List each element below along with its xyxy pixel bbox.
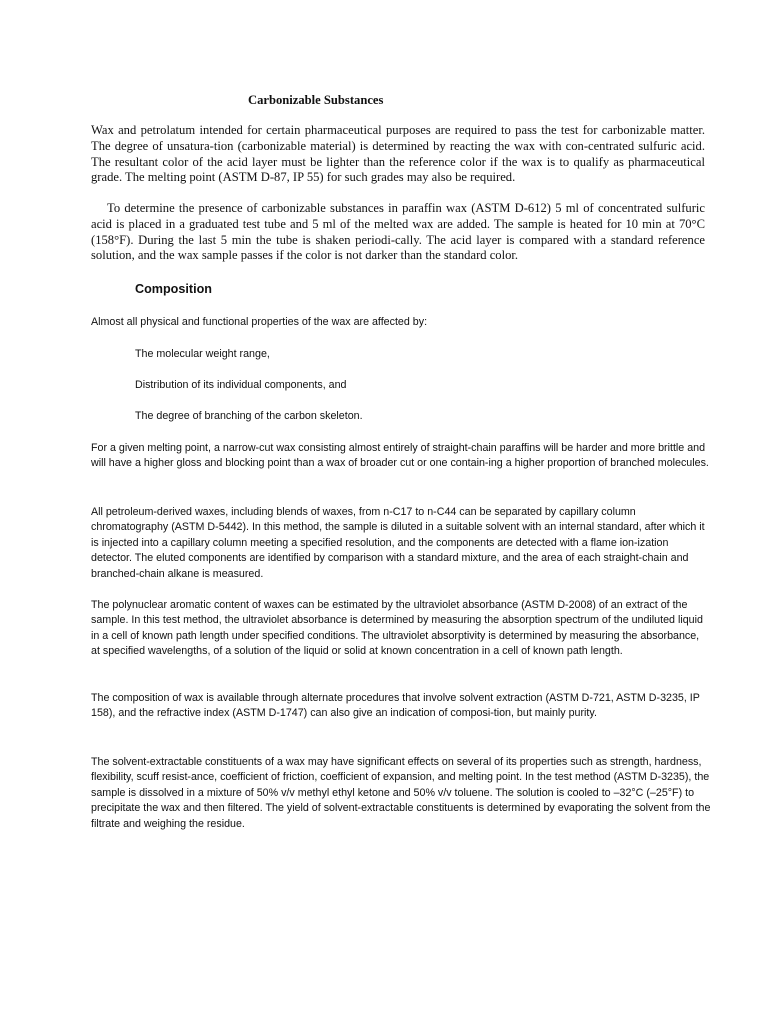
paragraph-chromatography: All petroleum-derived waxes, including blends of waxes, from n-C17 to n-C44 can be separated by capillary column chromatography (ASTM D-5442). In this method, the sample is diluted in a suitable solvent with an internal standard, after which it is injected into a capillary column meeting a specified resolution, and the components are detected with a flame ion-ization detector. The eluted components are identified by comparison with a standard mixture, and the area of each straight-chain and branched-chain alkane is measured.: [91, 506, 705, 580]
paragraph-ultraviolet: The polynuclear aromatic content of waxes can be estimated by the ultraviolet absorbance (ASTM D-2008) of an extract of the sample. In this test method, the ultraviolet absorbance is determined by measuring the absorption spectrum of the undiluted liquid in a cell of known path length under specified conditions. The ultraviolet absorptivity is determined by measuring the absorbance, at specified wavelengths, of a solution of the liquid or solid at known concentration in a cell of known path length.: [91, 599, 703, 658]
paragraph-carbonizable-intro: Wax and petrolatum intended for certain pharmaceutical purposes are required to pass the test for carbonizable matter. The degree of unsatura-tion (carbonizable material) is determined by reacting the wax with con-centrated sulfuric acid. The resultant color of the acid layer must be lighter than the reference color if the wax is to qualify as pharmaceutical grade. The melting point (ASTM D-87, IP 55) for such grades may also be required.: [91, 123, 705, 185]
composition-heading: Composition: [135, 282, 212, 296]
composition-item: Distribution of its individual components, and: [135, 379, 347, 391]
composition-lead: Almost all physical and functional properties of the wax are affected by:: [91, 316, 428, 328]
composition-item: The degree of branching of the carbon skeleton.: [135, 410, 363, 422]
paragraph-solvent-extractable: The solvent-extractable constituents of a wax may have significant effects on several of its properties such as strength, hardness, flexibility, scuff resist-ance, coefficient of friction, coefficient of expansion, and melting point. In the test method (ASTM D-3235), the sample is dissolved in a mixture of 50% v/v methyl ethyl ketone and 50% v/v toluene. The solution is cooled to –32°C (–25°F) to precipitate the wax and then filtered. The yield of solvent-extractable constituents is determined by evaporating the solvent from the filtrate and weighing the residue.: [91, 756, 711, 830]
paragraph-melting-point: For a given melting point, a narrow-cut wax consisting almost entirely of straight-chain paraffins will be harder and more brittle and will have a higher gloss and blocking point than a wax of broader cut or one contain-ing a higher proportion of branched molecules.: [91, 442, 709, 470]
composition-item: The molecular weight range,: [135, 348, 270, 360]
paragraph-solvent-extraction: The composition of wax is available through alternate procedures that involve solvent extraction (ASTM D-721, ASTM D-3235, IP 158), and the refractive index (ASTM D-1747) can also give an indication of composi-tion, but mainly purity.: [91, 692, 700, 720]
section-title: Carbonizable Substances: [248, 93, 384, 107]
paragraph-carbonizable-method: To determine the presence of carbonizable substances in paraffin wax (ASTM D-612) 5 ml of concentrated sulfuric acid is placed in a graduated test tube and 5 ml of the melted wax are added. The sample is heated for 10 min at 70°C (158°F). During the last 5 min the tube is shaken periodi-cally. The acid layer is compared with a standard reference solution, and the wax sample passes if the color is not darker than the standard color.: [91, 201, 705, 263]
